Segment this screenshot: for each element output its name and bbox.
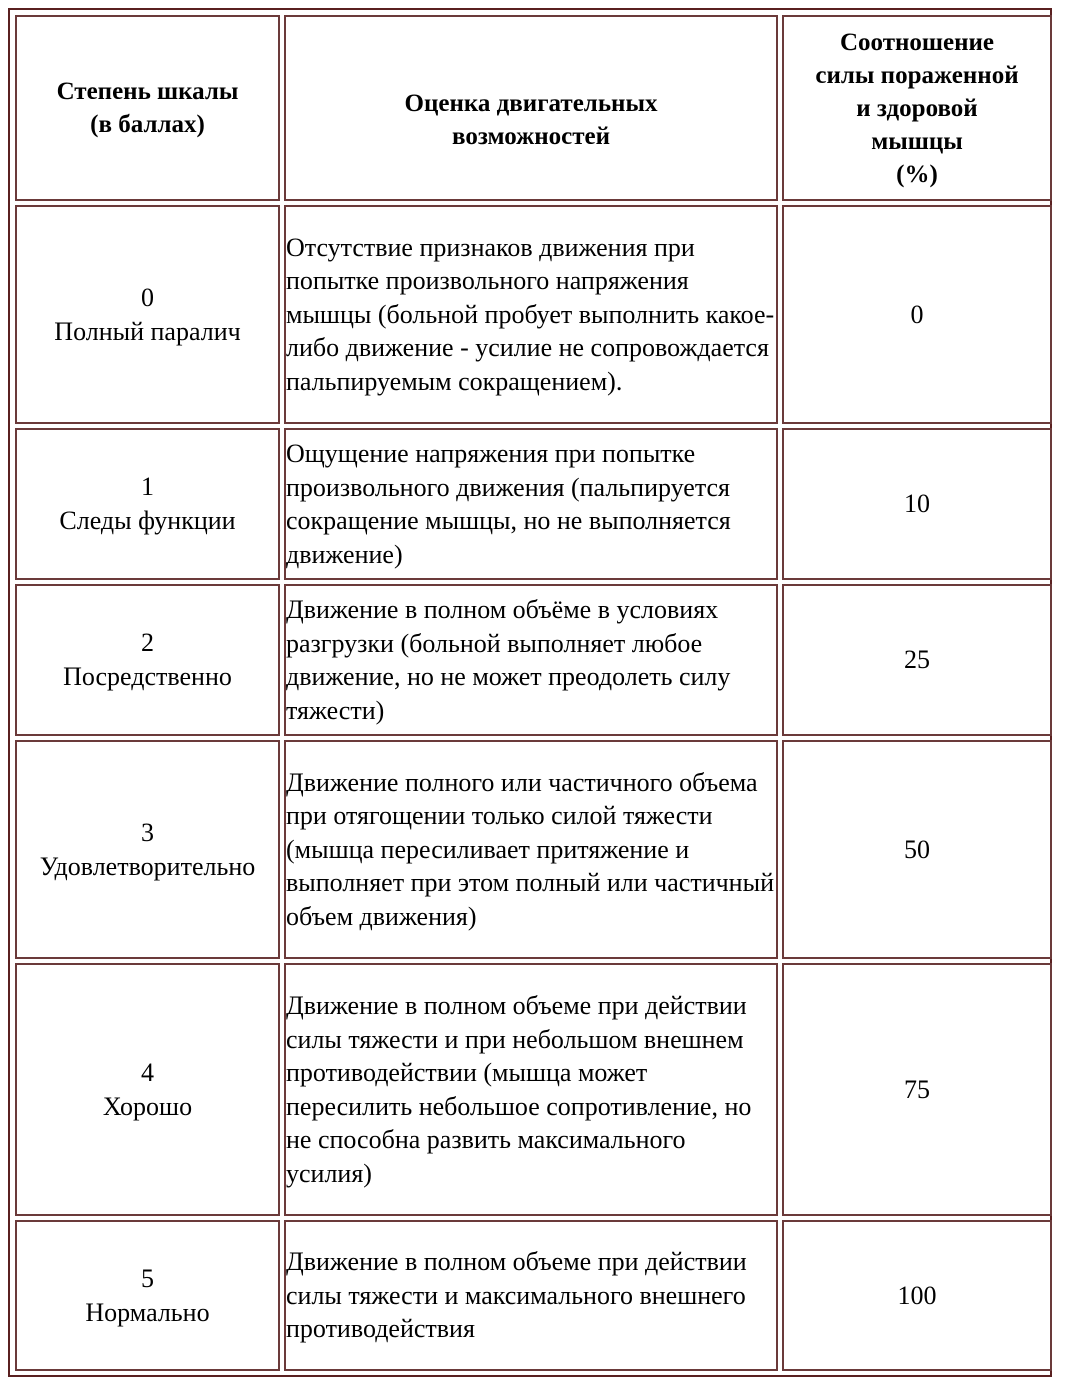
header-assessment-line: возможностей xyxy=(451,123,610,150)
table-header-row xyxy=(15,15,1052,201)
ratio-cell: 75 xyxy=(782,963,1052,1216)
ratio-cell: 10 xyxy=(782,428,1052,580)
grade-cell xyxy=(15,205,280,424)
grade-cell xyxy=(15,740,280,959)
grade-cell xyxy=(15,963,280,1216)
grade-score: 4 xyxy=(141,1057,154,1087)
ratio-cell: 100 xyxy=(782,1220,1052,1371)
grade-score: 3 xyxy=(141,817,154,847)
header-ratio-line: силы пораженной xyxy=(815,61,1019,89)
grade-name: Нормально xyxy=(85,1297,210,1327)
ratio-cell: 0 xyxy=(782,205,1052,424)
grade-cell xyxy=(15,1220,280,1371)
muscle-strength-scale-table xyxy=(11,11,1056,1375)
grade-score: 1 xyxy=(141,472,154,501)
header-grade xyxy=(15,15,280,201)
description-cell: Отсутствие признаков движения при попытке произвольного напряжения мышцы (больной пробует выполнить какое-либо движение - усилие не сопровождается пальпируемым сокращением). xyxy=(284,205,778,424)
grade-score: 5 xyxy=(141,1263,154,1293)
grade-name: Полный паралич xyxy=(54,316,241,346)
header-grade-line: Степень шкалы xyxy=(56,78,239,105)
header-ratio-line: Соотношение xyxy=(839,28,995,56)
table-row xyxy=(15,205,1052,424)
grade-cell xyxy=(15,428,280,580)
ratio-cell: 50 xyxy=(782,740,1052,959)
description-cell: Движение в полном объеме при действии силы тяжести и максимального внешнего противодействия xyxy=(284,1220,778,1371)
table-row xyxy=(15,584,1052,736)
table-row xyxy=(15,428,1052,580)
grade-name: Удовлетворительно xyxy=(39,851,256,881)
grade-name: Следы функции xyxy=(59,506,236,535)
description-cell: Движение в полном объеме при действии силы тяжести и при небольшом внешнем противодействии (мышца может пересилить небольшое сопротивление, но не способна развить максимального усилия) xyxy=(284,963,778,1216)
table-row xyxy=(15,963,1052,1216)
table-row xyxy=(15,740,1052,959)
header-ratio-line: (%) xyxy=(896,160,938,188)
grade-score: 2 xyxy=(141,628,154,657)
description-cell: Движение полного или частичного объема при отягощении только силой тяжести (мышца пересиливает притяжение и выполняет при этом полный или частичный объем движения) xyxy=(284,740,778,959)
grade-cell xyxy=(15,584,280,736)
description-cell: Ощущение напряжения при попытке произвольного движения (пальпируется сокращение мышцы, но не выполняется движение) xyxy=(284,428,778,580)
grade-score: 0 xyxy=(141,282,154,312)
description-cell: Движение в полном объёме в условиях разгрузки (больной выполняет любое движение, но не может преодолеть силу тяжести) xyxy=(284,584,778,736)
header-grade-line: (в баллах) xyxy=(90,111,205,138)
table-row xyxy=(15,1220,1052,1371)
header-ratio-line: мышцы xyxy=(871,127,963,155)
grade-name: Хорошо xyxy=(102,1091,193,1121)
header-assessment xyxy=(284,15,778,201)
grade-name: Посредственно xyxy=(63,662,232,691)
header-assessment-line: Оценка двигательных xyxy=(404,90,658,117)
header-ratio-line: и здоровой xyxy=(856,94,978,122)
header-ratio xyxy=(782,15,1052,201)
ratio-cell: 25 xyxy=(782,584,1052,736)
